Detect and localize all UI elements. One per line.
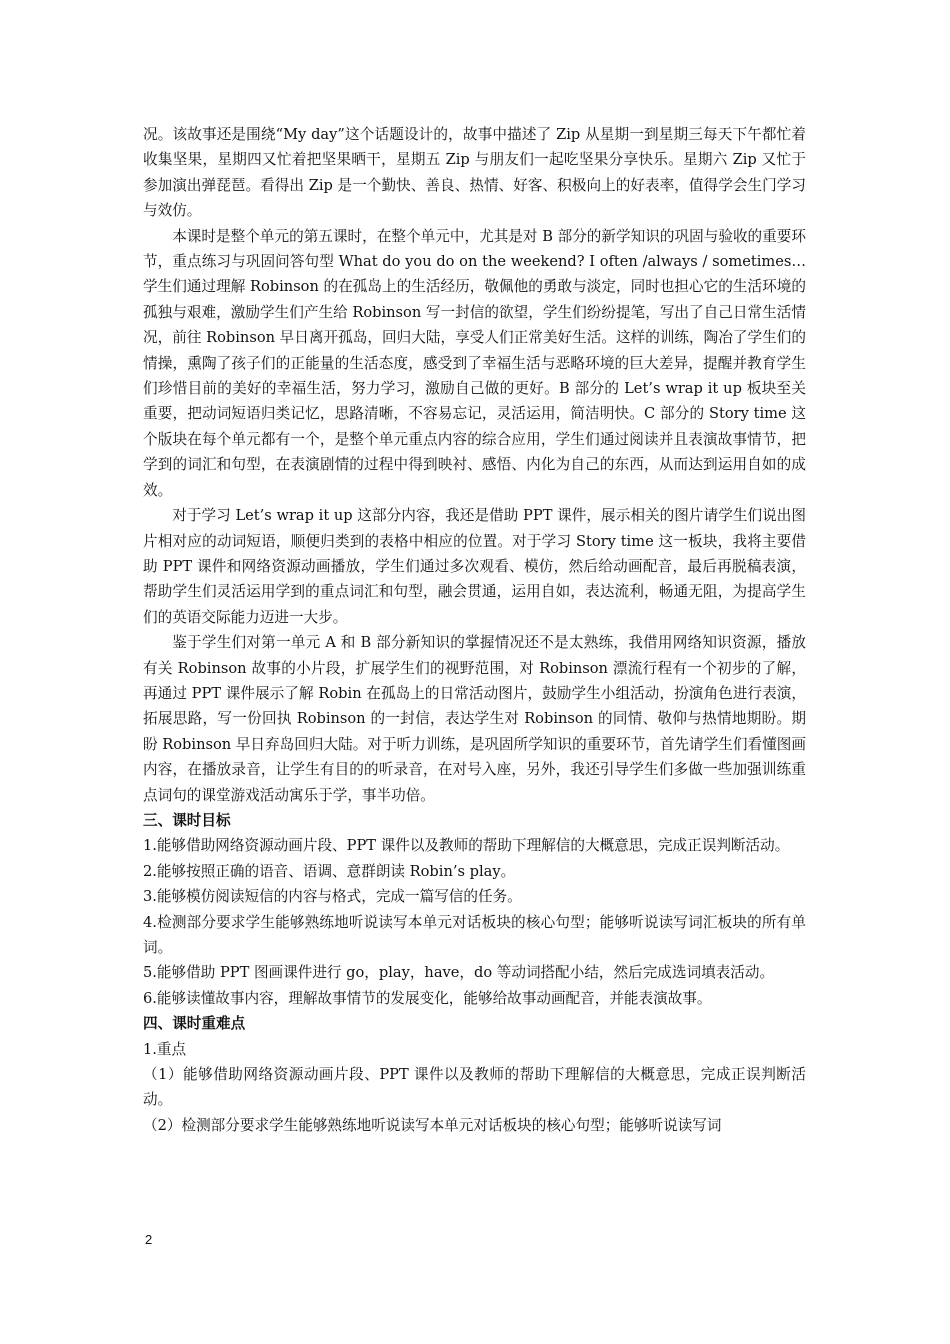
section-heading-objectives: 三、课时目标: [143, 811, 231, 829]
section-heading-key-points: 四、课时重难点: [143, 1015, 246, 1033]
objective-item: 4.检测部分要求学生能够熟练地听说读写本单元对话板块的核心句型；能够听说读写词汇板块的所有单词。: [143, 913, 806, 956]
paragraph-continued: 况。该故事还是围绕“My day”这个话题设计的，故事中描述了 Zip 从星期一到星期三每天下午都忙着收集坚果，星期四又忙着把坚果晒干，星期五 Zip 与朋友们一起吃坚果分享快乐。星期六 Zip 又忙于参加演出弹琵琶。看得出 Zip 是一个勤快、善良、热情、好客、积极向上的好表率，值得学会生门学习与效仿。: [143, 126, 806, 220]
paragraph-student-situation: 鉴于学生们对第一单元 A 和 B 部分新知识的掌握情况还不是太熟练，我借用网络知识资源，播放有关 Robinson 故事的小片段，扩展学生们的视野范围，对 Robinson 漂流行程有一个初步的了解，再通过 PPT 课件展示了解 Robin 在孤岛上的日常活动图片，鼓励学生小组活动，扮演角色进行表演，拓展思路，写一份回执 Robinson 的一封信，表达学生对 Robinson 的同情、敬仰与热情地期盼。期盼 Robinson 早日弃岛回归大陆。对于听力训练，是巩固所学知识的重要环节，首先请学生们看懂图画内容，在播放录音，让学生有目的的听录音，在对号入座，另外，我还引导学生们多做一些加强训练重点词句的课堂游戏活动寓乐于学，事半功倍。: [143, 634, 806, 804]
objective-item: 3.能够模仿阅读短信的内容与格式，完成一篇写信的任务。: [143, 888, 522, 906]
page-number: 2: [145, 1232, 153, 1247]
document-page: [143, 122, 806, 1138]
paragraph-teaching-method: 对于学习 Let’s wrap it up 这部分内容，我还是借助 PPT 课件，展示相关的图片请学生们说出图片相对应的动词短语，顺便归类到的表格中相应的位置。对于学习 Story time 这一板块，我将主要借助 PPT 课件和网络资源动画播放，学生们通过多次观看、模仿，然后给动画配音，最后再脱稿表演，帮助学生们灵活运用学到的重点词汇和句型，融会贯通，运用自如，表达流利，畅通无阻，为提高学生们的英语交际能力迈进一大步。: [143, 507, 806, 626]
objective-item: 5.能够借助 PPT 图画课件进行 go，play，have，do 等动词搭配小结，然后完成选词填表活动。: [143, 964, 775, 982]
key-point-item: （2）检测部分要求学生能够熟练地听说读写本单元对话板块的核心句型；能够听说读写词: [143, 1116, 722, 1134]
objective-item: 6.能够读懂故事内容，理解故事情节的发展变化，能够给故事动画配音，并能表演故事。: [143, 989, 712, 1007]
objective-item: 2.能够按照正确的语音、语调、意群朗读 Robin’s play。: [143, 862, 516, 880]
objective-item: 1.能够借助网络资源动画片段、PPT 课件以及教师的帮助下理解信的大概意思，完成正误判断活动。: [143, 837, 790, 855]
subheading-key-points: 1.重点: [143, 1040, 187, 1058]
key-point-item: （1）能够借助网络资源动画片段、PPT 课件以及教师的帮助下理解信的大概意思，完成正误判断活动。: [143, 1066, 806, 1109]
paragraph-lesson-overview: 本课时是整个单元的第五课时，在整个单元中，尤其是对 B 部分的新学知识的巩固与验收的重要环节，重点练习与巩固问答句型 What do you do on the weekend? I often /always / sometimes…学生们通过理解 Robinson 的在孤岛上的生活经历，敬佩他的勇敢与淡定，同时也担心它的生活环境的孤独与艰难，激励学生们产生给 Robinson 写一封信的欲望，学生们纷纷提笔，写出了自己日常生活情况，前往 Robinson 早日离开孤岛，回归大陆，享受人们正常美好生活。这样的训练，陶冶了学生们的情操，熏陶了孩子们的正能量的生活态度，感受到了幸福生活与恶略环境的巨大差异，提醒并教育学生们珍惜目前的美好的幸福生活，努力学习，激励自己做的更好。B 部分的 Let’s wrap it up 板块至关重要，把动词短语归类记忆，思路清晰，不容易忘记，灵活运用，简洁明快。C 部分的 Story time 这个版块在每个单元都有一个，是整个单元重点内容的综合应用，学生们通过阅读并且表演故事情节，把学到的词汇和句型，在表演剧情的过程中得到映衬、感悟、内化为自己的东西，从而达到运用自如的成效。: [143, 227, 806, 499]
